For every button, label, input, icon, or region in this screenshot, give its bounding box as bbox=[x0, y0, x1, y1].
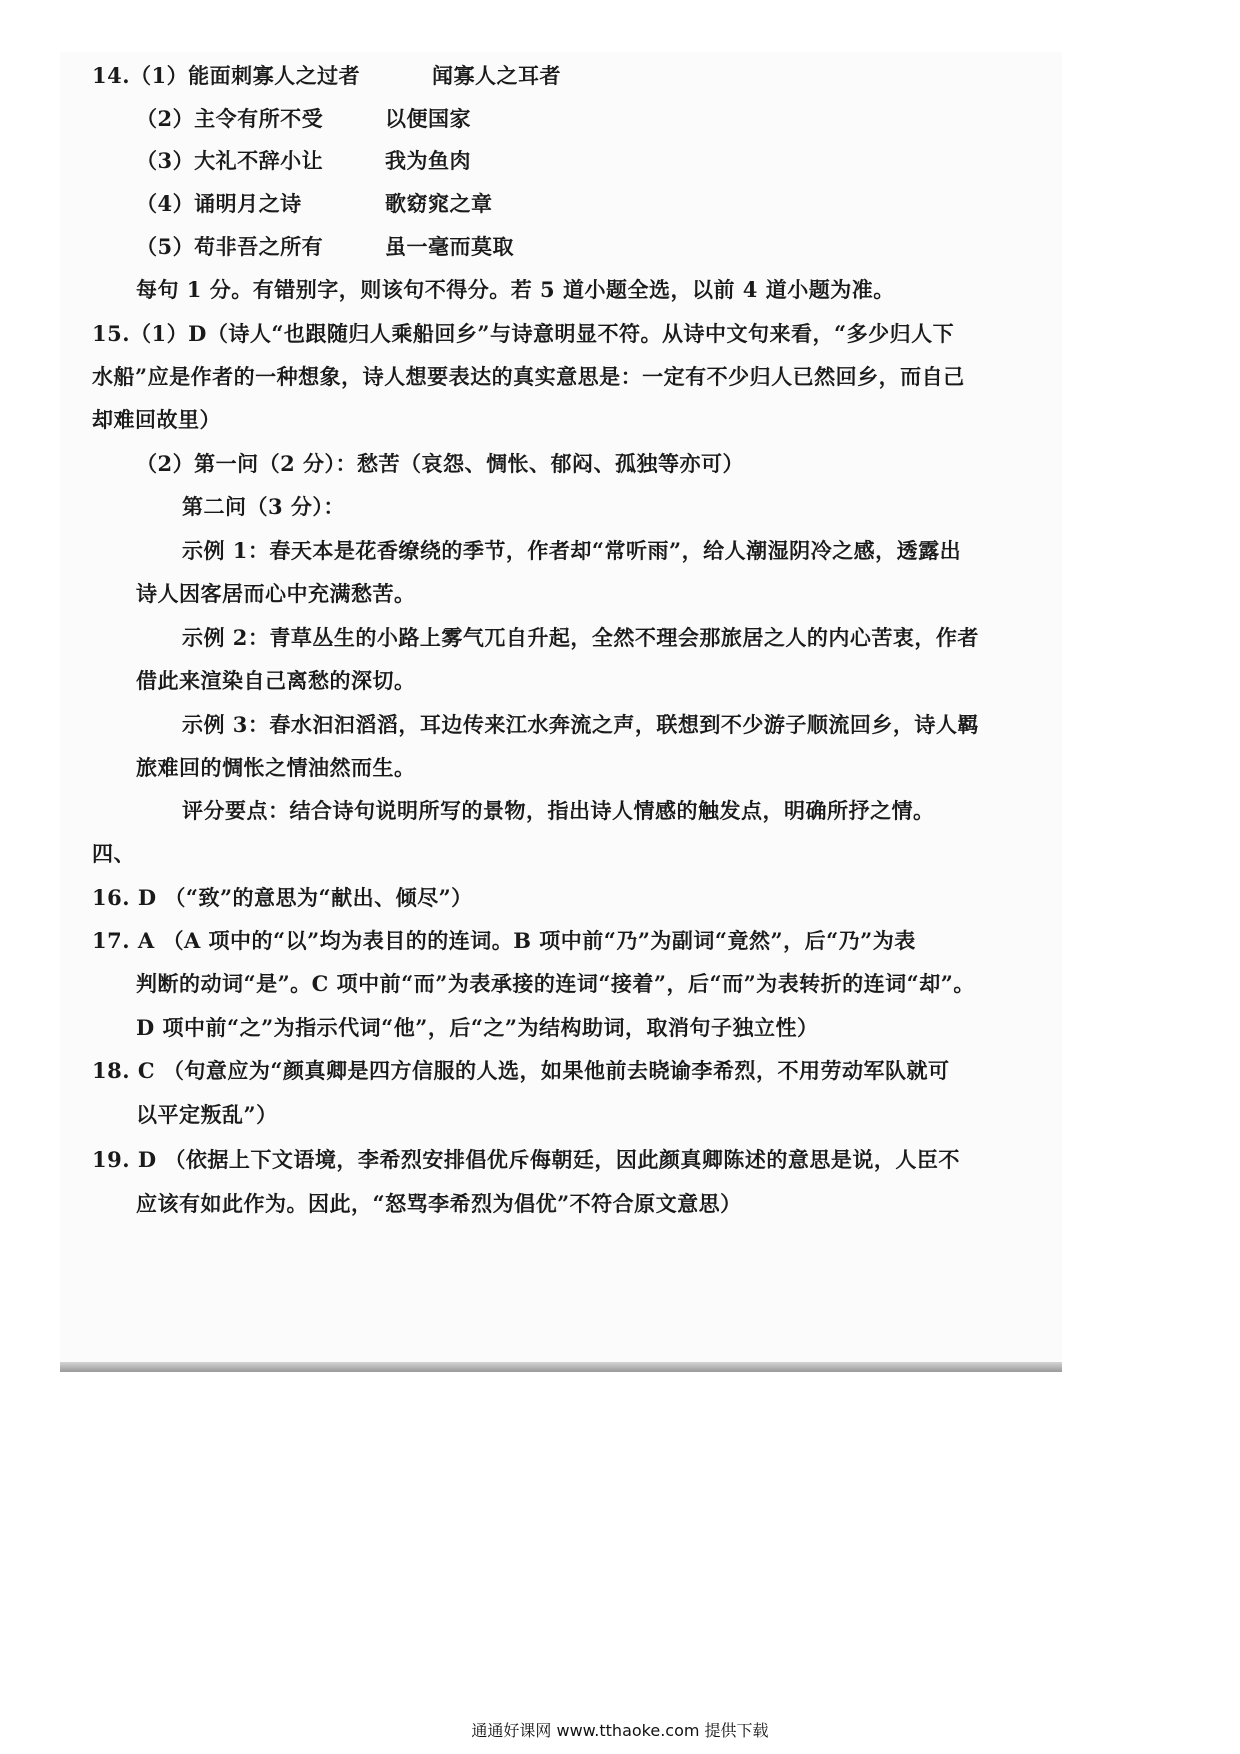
q15-example-3-line-1: 示例 3：春水汩汩滔滔，耳边传来江水奔流之声，联想到不少游子顺流回乡，诗人羁 bbox=[182, 712, 979, 737]
q14-line-4 bbox=[136, 190, 302, 218]
q14-line-1-b: 闻寡人之耳者 bbox=[432, 63, 561, 88]
q14-line-2-b: 以便国家 bbox=[385, 106, 471, 131]
q15-example-2-line-2: 借此来渲染自己离愁的深切。 bbox=[136, 668, 416, 693]
q14-answer-a: 大礼不辞小让 bbox=[194, 148, 324, 173]
q14-line-5-b: 虽一毫而莫取 bbox=[385, 234, 514, 259]
q16-answer: 16. D （“致”的意思为“献出、倾尽”） bbox=[92, 885, 473, 910]
q18-line-1: 18. C （句意应为“颜真卿是四方信服的人选，如果他前去晓谕李希烈，不用劳动军队就可 bbox=[92, 1058, 950, 1083]
q15-scoring-points: 评分要点：结合诗句说明所写的景物，指出诗人情感的触发点，明确所抒之情。 bbox=[182, 798, 935, 823]
q17-line-2: 判断的动词“是”。C 项中前“而”为表承接的连词“接着”，后“而”为表转折的连词“却”。 bbox=[136, 971, 975, 996]
q14-answer-a: 诵明月之诗 bbox=[194, 191, 302, 216]
q19-line-2: 应该有如此作为。因此，“怒骂李希烈为倡优”不符合原文意思） bbox=[136, 1191, 742, 1216]
q14-item-number: （4） bbox=[136, 191, 195, 216]
q14-answer-a: 苟非吾之所有 bbox=[194, 234, 324, 259]
q14-label: 14. bbox=[92, 63, 131, 88]
q15-part1-line-2: 水船”应是作者的一种想象，诗人想要表达的真实意思是：一定有不少归人已然回乡，而自己 bbox=[92, 364, 965, 389]
scan-bottom-border bbox=[60, 1362, 1062, 1372]
q19-line-1: 19. D （依据上下文语境，李希烈安排倡优斥侮朝廷，因此颜真卿陈述的意思是说，人臣不 bbox=[92, 1147, 960, 1172]
q15-part2-q1: （2）第一问（2 分）：愁苦（哀怨、惆怅、郁闷、孤独等亦可） bbox=[136, 451, 745, 476]
q14-line-2 bbox=[136, 105, 323, 133]
q14-item-number: （2） bbox=[136, 106, 195, 131]
q17-line-1: 17. A （A 项中的“以”均为表目的的连词。B 项中前“乃”为副词“竟然”，后“乃”为表 bbox=[92, 928, 916, 953]
q14-answer-a: 主令有所不受 bbox=[194, 106, 324, 131]
q17-line-3: D 项中前“之”为指示代词“他”，后“之”为结构助词，取消句子独立性） bbox=[136, 1015, 819, 1040]
q14-line-4-b: 歌窈窕之章 bbox=[385, 191, 493, 216]
q15-example-1-line-2: 诗人因客居而心中充满愁苦。 bbox=[136, 581, 416, 606]
q14-item-number: （1） bbox=[130, 63, 189, 88]
q14-line-3 bbox=[136, 147, 323, 175]
q14-answer-a: 能面刺寡人之过者 bbox=[188, 63, 361, 88]
q14-line-5 bbox=[136, 233, 323, 261]
q14-scoring: 每句 1 分。有错别字，则该句不得分。若 5 道小题全选，以前 4 道小题为准。 bbox=[136, 277, 895, 302]
q14-line-1 bbox=[92, 62, 360, 90]
q15-part1-line-1: 15.（1）D（诗人“也跟随归人乘船回乡”与诗意明显不符。从诗中文句来看，“多少归人下 bbox=[92, 321, 955, 346]
q14-item-number: （3） bbox=[136, 148, 195, 173]
q15-part1-line-3: 却难回故里） bbox=[92, 407, 221, 432]
q15-example-2-line-1: 示例 2：青草丛生的小路上雾气兀自升起，全然不理会那旅居之人的内心苦衷，作者 bbox=[182, 625, 979, 650]
q15-example-1-line-1: 示例 1：春天本是花香缭绕的季节，作者却“常听雨”，给人潮湿阴冷之感，透露出 bbox=[182, 538, 962, 563]
q18-line-2: 以平定叛乱”） bbox=[136, 1102, 278, 1127]
q15-example-3-line-2: 旅难回的惆怅之情油然而生。 bbox=[136, 755, 416, 780]
q14-item-number: （5） bbox=[136, 234, 195, 259]
q15-part2-q2: 第二问（3 分）： bbox=[182, 494, 345, 519]
footer-source: 通通好课网 www.tthaoke.com 提供下载 bbox=[471, 1721, 769, 1740]
section-four-heading: 四、 bbox=[92, 841, 135, 866]
q14-line-3-b: 我为鱼肉 bbox=[385, 148, 471, 173]
